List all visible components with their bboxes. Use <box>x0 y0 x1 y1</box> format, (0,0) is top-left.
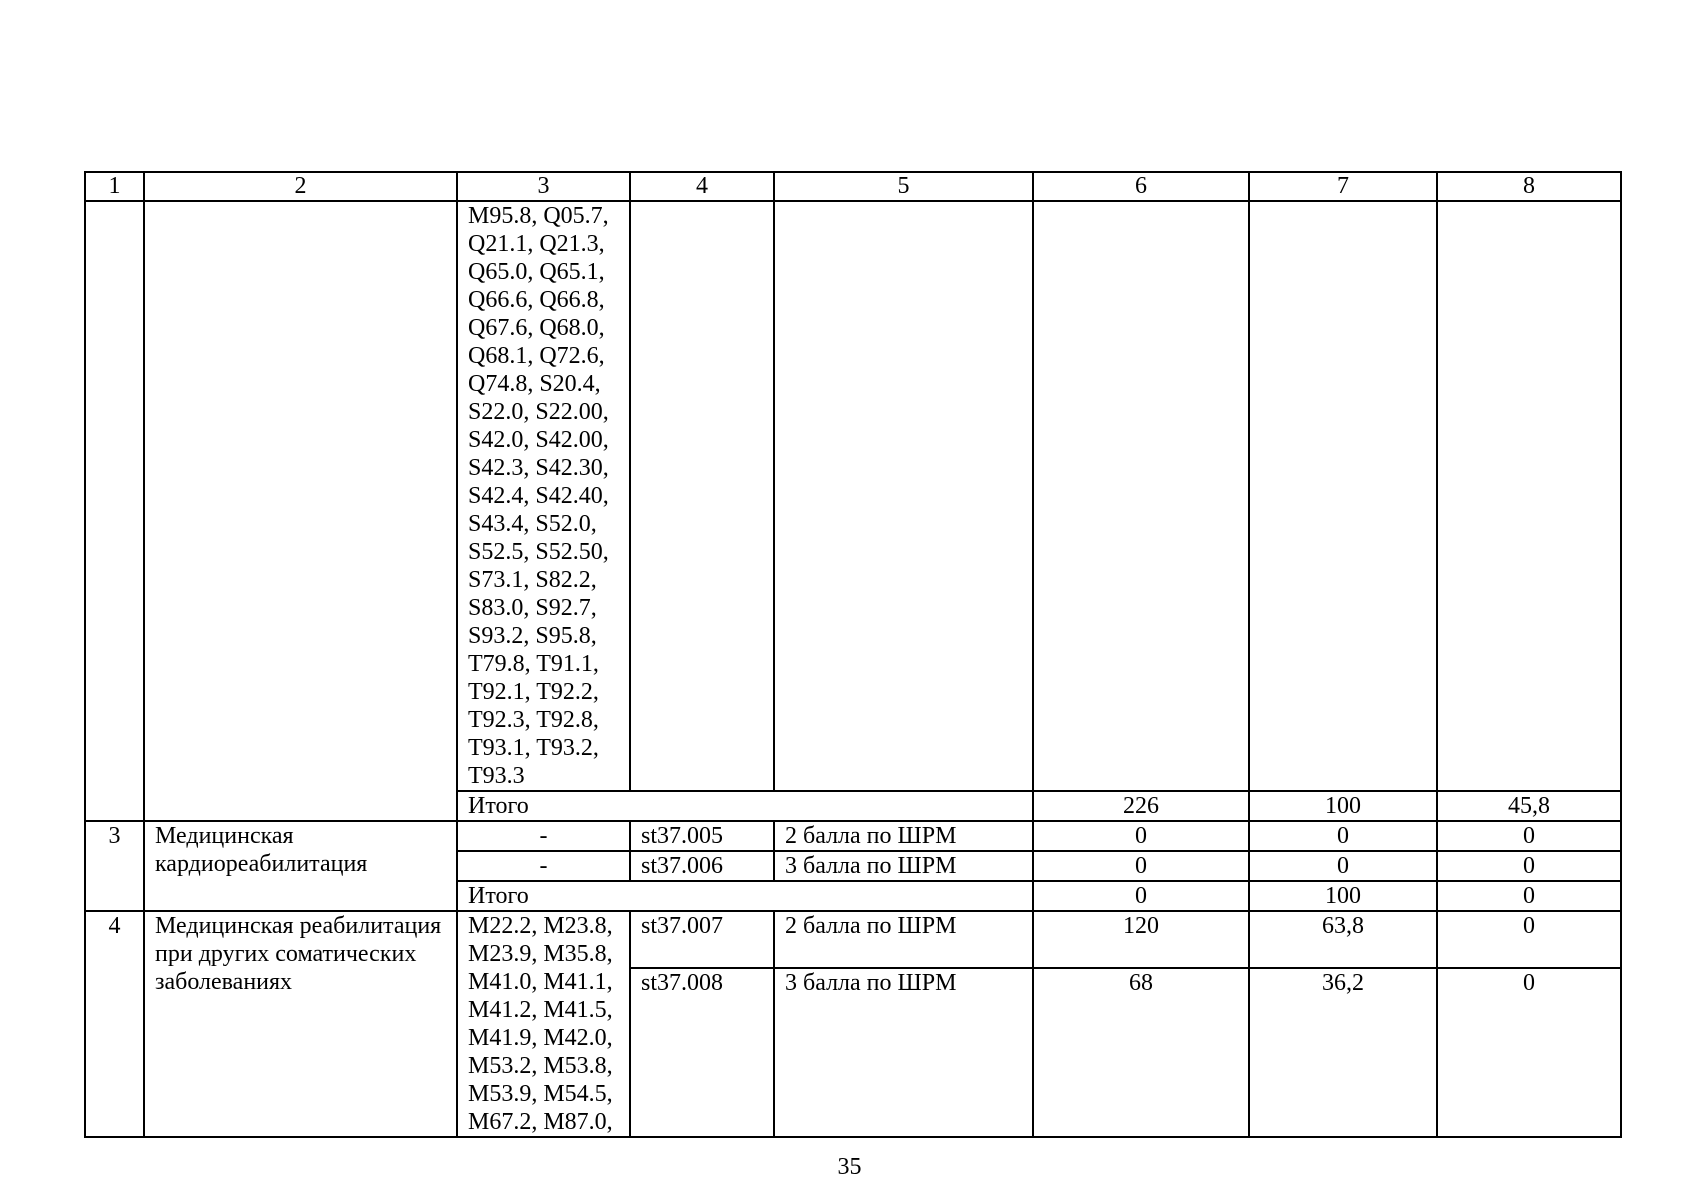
total-value: 45,8 <box>1437 791 1621 821</box>
medical-rehab-table <box>84 171 1622 1138</box>
header-cell: 7 <box>1249 172 1437 201</box>
code-cell: st37.006 <box>630 851 774 881</box>
name-cell: Медицинская реабилитация при других соматических заболеваниях <box>144 911 457 1137</box>
criteria-cell: 3 балла по ШРМ <box>774 968 1033 1138</box>
value-cell: 0 <box>1437 911 1621 968</box>
total-value: 226 <box>1033 791 1249 821</box>
value-cell: 68 <box>1033 968 1249 1138</box>
total-value: 100 <box>1249 791 1437 821</box>
total-label: Итого <box>457 881 1033 911</box>
diagnosis-codes-cell: M22.2, M23.8, M23.9, M35.8, M41.0, M41.1, M41.2, M41.5, M41.9, M42.0, M53.2, M53.8, M53.9, M54.5, M67.2, M87.0, <box>457 911 630 1137</box>
value-cell: 0 <box>1437 851 1621 881</box>
total-value: 0 <box>1033 881 1249 911</box>
header-cell: 4 <box>630 172 774 201</box>
value-cell: 0 <box>1437 821 1621 851</box>
criteria-cell: 2 балла по ШРМ <box>774 911 1033 968</box>
code-cell: st37.005 <box>630 821 774 851</box>
code-cell: st37.007 <box>630 911 774 968</box>
header-cell: 8 <box>1437 172 1621 201</box>
criteria-cell: 3 балла по ШРМ <box>774 851 1033 881</box>
header-cell: 2 <box>144 172 457 201</box>
name-cell: Медицинская кардиореабилитация <box>144 821 457 911</box>
value-cell <box>1033 201 1249 791</box>
code-cell: st37.008 <box>630 968 774 1138</box>
name-cell <box>144 201 457 821</box>
header-cell: 3 <box>457 172 630 201</box>
code-cell <box>630 201 774 791</box>
criteria-cell: 2 балла по ШРМ <box>774 821 1033 851</box>
diagnosis-codes-cell: - <box>457 851 630 881</box>
value-cell <box>1249 201 1437 791</box>
value-cell: 0 <box>1249 851 1437 881</box>
header-cell: 5 <box>774 172 1033 201</box>
total-value: 0 <box>1437 881 1621 911</box>
header-cell: 1 <box>85 172 144 201</box>
value-cell: 0 <box>1033 851 1249 881</box>
row-number-cell <box>85 201 144 821</box>
table-row <box>85 201 1621 791</box>
value-cell: 0 <box>1249 821 1437 851</box>
table-row <box>85 911 1621 968</box>
header-row <box>85 172 1621 201</box>
document-table-sheet <box>84 171 1620 1138</box>
table-row <box>85 821 1621 851</box>
header-cell: 6 <box>1033 172 1249 201</box>
value-cell: 36,2 <box>1249 968 1437 1138</box>
diagnosis-codes-cell: M95.8, Q05.7, Q21.1, Q21.3, Q65.0, Q65.1, Q66.6, Q66.8, Q67.6, Q68.0, Q68.1, Q72.6, Q74.8, S20.4, S22.0, S22.00, S42.0, S42.00, S42.3, S42.30, S42.4, S42.40, S43.4, S52.0, S52.5, S52.50, S73.1, S82.2, S83.0, S92.7, S93.2, S95.8, T79.8, T91.1, T92.1, T92.2, T92.3, T92.8, T93.1, T93.2, T93.3 <box>457 201 630 791</box>
value-cell: 0 <box>1033 821 1249 851</box>
diagnosis-codes-cell: - <box>457 821 630 851</box>
row-number-cell: 4 <box>85 911 144 1137</box>
criteria-cell <box>774 201 1033 791</box>
total-value: 100 <box>1249 881 1437 911</box>
total-label: Итого <box>457 791 1033 821</box>
value-cell <box>1437 201 1621 791</box>
page-number: 35 <box>837 1154 862 1180</box>
value-cell: 63,8 <box>1249 911 1437 968</box>
row-number-cell: 3 <box>85 821 144 911</box>
value-cell: 0 <box>1437 968 1621 1138</box>
value-cell: 120 <box>1033 911 1249 968</box>
